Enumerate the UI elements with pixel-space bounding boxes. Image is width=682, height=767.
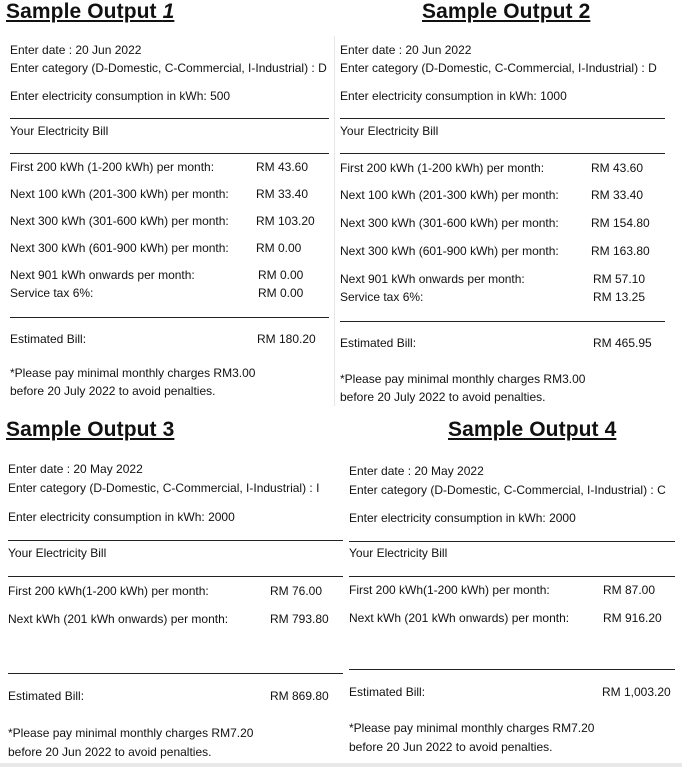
panel-2-date-line: Enter date : 20 Jun 2022	[340, 43, 472, 57]
panel-1-estimated-value: RM 180.20	[257, 332, 316, 346]
panel-3-row-value: RM 76.00	[270, 584, 323, 598]
panel-3-date-line: Enter date : 20 May 2022	[8, 462, 143, 476]
panel-1-row-label: Service tax 6%:	[10, 286, 94, 300]
panel-4-divider-top	[349, 541, 675, 542]
panel-3-category-line: Enter category (D-Domestic, C-Commercial, I-Industrial) : I	[8, 481, 320, 495]
panel-2-row-value: RM 154.80	[591, 216, 650, 230]
panel-3-row-label: First 200 kWh(1-200 kWh) per month:	[8, 584, 209, 598]
panel-4-estimated-value: RM 1,003.20	[602, 685, 671, 699]
panel-2-category-line: Enter category (D-Domestic, C-Commercial, I-Industrial) : D	[340, 61, 657, 75]
panel-3-divider-header	[8, 576, 343, 577]
panel-2-row-label: Service tax 6%:	[340, 290, 424, 304]
panel-3-divider-total	[8, 673, 343, 674]
page-bottom-edge	[0, 763, 682, 767]
panel-4-note-line1: *Please pay minimal monthly charges RM7.20	[349, 721, 595, 735]
panel-2-divider-total	[340, 321, 665, 322]
panel-4-row-value: RM 87.00	[603, 583, 656, 597]
panel-3-bill-title: Your Electricity Bill	[8, 546, 107, 560]
panel-4-consumption-line: Enter electricity consumption in kWh: 2000	[349, 511, 576, 525]
panel-2-divider-top	[340, 118, 665, 119]
panel-2-row-label: Next 300 kWh (301-600 kWh) per month:	[340, 216, 559, 230]
panel-1-row-value: RM 33.40	[256, 187, 309, 201]
panel-2-row-label: Next 300 kWh (601-900 kWh) per month:	[340, 244, 559, 258]
panel-2-divider-header	[340, 153, 665, 154]
panel-2-heading: Sample Output 2	[422, 0, 591, 23]
panel-1-category-line: Enter category (D-Domestic, C-Commercial, I-Industrial) : D	[10, 61, 327, 75]
panel-2-consumption-line: Enter electricity consumption in kWh: 1000	[340, 89, 567, 103]
panel-1-row-label: First 200 kWh (1-200 kWh) per month:	[10, 160, 215, 174]
panel-2-note-line1: *Please pay minimal monthly charges RM3.00	[340, 372, 586, 386]
panel-2-row-value: RM 163.80	[591, 244, 650, 258]
panel-1-row-label: Next 901 kWh onwards per month:	[10, 268, 195, 282]
panel-1-note-line1: *Please pay minimal monthly charges RM3.00	[10, 366, 256, 380]
panel-2-row-value: RM 33.40	[591, 188, 644, 202]
panel-2-row-value: RM 43.60	[591, 161, 644, 175]
panel-1-estimated-label: Estimated Bill:	[10, 332, 87, 346]
panel-1-heading-number: 1	[162, 0, 175, 23]
panel-3-estimated-label: Estimated Bill:	[8, 689, 85, 703]
panel-2-row-label: First 200 kWh (1-200 kWh) per month:	[340, 161, 545, 175]
panel-1-bill-title: Your Electricity Bill	[10, 124, 109, 138]
panel-1-divider-top	[10, 118, 329, 119]
panel-1-row-label: Next 100 kWh (201-300 kWh) per month:	[10, 187, 229, 201]
panel-1-row-value: RM 0.00	[258, 286, 304, 300]
panel-2-bill-title: Your Electricity Bill	[340, 124, 439, 138]
panel-2-row-label: Next 901 kWh onwards per month:	[340, 272, 525, 286]
panel-4-estimated-label: Estimated Bill:	[349, 685, 426, 699]
panel-2-row-value: RM 57.10	[593, 272, 646, 286]
panel-4-heading: Sample Output 4	[448, 418, 617, 441]
panel-3-row-value: RM 793.80	[270, 612, 329, 626]
panel-2-row-label: Next 100 kWh (201-300 kWh) per month:	[340, 188, 559, 202]
panel-4-divider-total	[349, 669, 675, 670]
panel-1-row-value: RM 0.00	[256, 241, 302, 255]
panel-1-note-line2: before 20 July 2022 to avoid penalties.	[10, 384, 216, 398]
panel-3-heading: Sample Output 3	[6, 418, 175, 441]
panel-1-date-line: Enter date : 20 Jun 2022	[10, 43, 142, 57]
panel-4-bill-title: Your Electricity Bill	[349, 546, 448, 560]
panel-3-row-label: Next kWh (201 kWh onwards) per month:	[8, 612, 229, 626]
panel-3-note-line2: before 20 Jun 2022 to avoid penalties.	[8, 745, 212, 759]
panel-4-divider-header	[349, 576, 675, 577]
panel-2-row-value: RM 13.25	[593, 290, 646, 304]
panel-1-row-value: RM 43.60	[256, 160, 309, 174]
panel-3-consumption-line: Enter electricity consumption in kWh: 2000	[8, 510, 235, 524]
panel-4-row-label: Next kWh (201 kWh onwards) per month:	[349, 611, 570, 625]
panel-4-category-line: Enter category (D-Domestic, C-Commercial, I-Industrial) : C	[349, 483, 666, 497]
panel-1-row-value: RM 103.20	[256, 214, 315, 228]
panel-1-consumption-line: Enter electricity consumption in kWh: 500	[10, 89, 231, 103]
panel-3-divider-top	[8, 540, 343, 541]
panel-1-heading	[6, 0, 174, 24]
panel-2-estimated-value: RM 465.95	[593, 336, 652, 350]
panel-1-row-label: Next 300 kWh (601-900 kWh) per month:	[10, 241, 229, 255]
column-separator	[334, 36, 335, 406]
panel-3-note-line1: *Please pay minimal monthly charges RM7.20	[8, 726, 254, 740]
panel-4-date-line: Enter date : 20 May 2022	[349, 464, 484, 478]
panel-4-row-value: RM 916.20	[603, 611, 662, 625]
panel-4-row-label: First 200 kWh(1-200 kWh) per month:	[349, 583, 550, 597]
panel-1-row-value: RM 0.00	[258, 268, 304, 282]
panel-4-note-line2: before 20 Jun 2022 to avoid penalties.	[349, 740, 553, 754]
panel-1-row-label: Next 300 kWh (301-600 kWh) per month:	[10, 214, 229, 228]
panel-1-divider-total	[10, 317, 329, 318]
panel-2-note-line2: before 20 July 2022 to avoid penalties.	[340, 390, 546, 404]
panel-3-estimated-value: RM 869.80	[270, 689, 329, 703]
panel-1-heading-text: Sample Output	[6, 0, 163, 23]
panel-2-estimated-label: Estimated Bill:	[340, 336, 417, 350]
panel-1-divider-header	[10, 153, 329, 154]
